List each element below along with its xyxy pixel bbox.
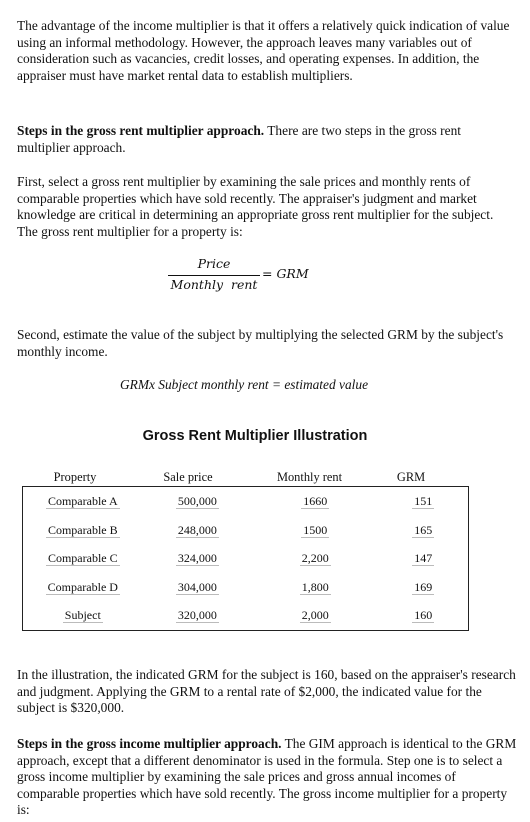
table-row xyxy=(23,487,468,516)
table-cell-grm: 147 xyxy=(414,551,433,566)
gim-steps-paragraph xyxy=(17,736,517,819)
table-cell-property: Comparable D xyxy=(47,579,118,594)
table-cell-monthly-rent: 1660 xyxy=(303,494,328,508)
grm-steps-text: There are two steps in the gross rent multiplier approach. xyxy=(17,123,461,155)
table-cell-sale-price: 324,000 xyxy=(177,551,217,566)
illustration-note-paragraph: In the illustration, the indicated GRM for the subject is 160, based on the appraiser's research and judgment. Applying the GRM to a rental rate of $2,000, the indicated value for the subject is $320,000. xyxy=(17,667,516,716)
table-cell-sale-price: 304,000 xyxy=(177,579,217,594)
table-cell-property: Comparable B xyxy=(47,522,118,537)
table-cell-monthly-rent: 1,800 xyxy=(301,579,329,594)
table-cell-sale-price: 500,000 xyxy=(177,494,217,508)
table-row xyxy=(23,573,468,602)
table-row xyxy=(23,544,468,573)
table-row xyxy=(23,601,468,630)
table-row xyxy=(23,516,468,545)
table-cell-sale-price: 248,000 xyxy=(177,522,217,537)
illustration-title: Gross Rent Multiplier Illustration xyxy=(142,428,368,444)
gim-steps-heading: Steps in the gross income multiplier approach. xyxy=(17,736,282,751)
step-one-paragraph: First, select a gross rent multiplier by examining the sale prices and monthly rents of comparable properties which have sold recently. The appraiser's judgment and market knowledge are critical in determining an appropriate gross rent multiplier for the subject. The gross rent multiplier for a property is: xyxy=(17,174,494,239)
column-header-grm: GRM xyxy=(396,470,426,484)
table-cell-monthly-rent: 2,200 xyxy=(301,551,329,566)
table-cell-property: Comparable A xyxy=(47,494,118,508)
formula-numerator: Price xyxy=(197,256,231,271)
column-header-sale-price: Sale price xyxy=(163,470,213,484)
table-cell-property: Subject xyxy=(64,608,101,623)
table-cell-grm: 160 xyxy=(414,608,433,623)
table-cell-grm: 169 xyxy=(414,579,433,594)
grm-table xyxy=(22,486,469,631)
formula-result: = GRM xyxy=(262,266,309,281)
column-header-property: Property xyxy=(53,470,97,484)
table-cell-grm: 165 xyxy=(414,522,433,537)
value-formula: GRMx Subject monthly rent = estimated value xyxy=(120,377,369,392)
intro-paragraph: The advantage of the income multiplier is that it offers a relatively quick indication of value using an informal methodology. However, the approach leaves many variables out of consideration such as vacancies, credit losses, and operating expenses. In addition, the appraiser must have market rental data to establish multipliers. xyxy=(17,18,510,83)
table-cell-sale-price: 320,000 xyxy=(177,608,217,623)
grm-steps-paragraph xyxy=(17,123,517,156)
table-cell-grm: 151 xyxy=(414,494,433,508)
table-cell-property: Comparable C xyxy=(47,551,118,566)
table-cell-monthly-rent: 2,000 xyxy=(301,608,329,623)
step-two-paragraph: Second, estimate the value of the subject by multiplying the selected GRM by the subject's monthly income. xyxy=(17,327,504,359)
column-header-monthly-rent: Monthly rent xyxy=(276,470,343,484)
table-cell-monthly-rent: 1500 xyxy=(303,522,328,537)
formula-denominator: Monthly rent xyxy=(170,277,258,292)
fraction-bar xyxy=(168,275,260,276)
gim-steps-text: The GIM approach is identical to the GRM approach, except that a different denominator is used in the formula. Step one is to select a gross income multiplier by examining the sale prices and gross annual incomes of comparable properties which have sold recently. The gross income multiplier for a property is: xyxy=(17,736,517,818)
grm-steps-heading: Steps in the gross rent multiplier approach. xyxy=(17,123,265,138)
